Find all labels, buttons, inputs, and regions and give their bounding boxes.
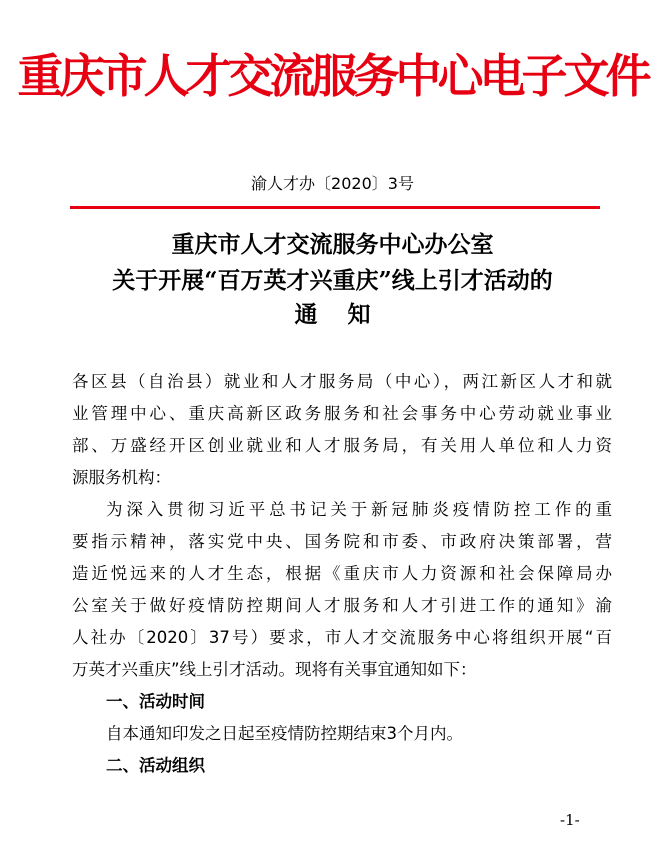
section-heading-activity-time: 一、活动时间 (106, 692, 205, 711)
section-heading-activity-organization: 二、活动组织 (106, 756, 205, 775)
paragraph-line: 人社办〔2020〕37号）要求，市人才交流服务中心将组织开展“百 (72, 628, 612, 647)
red-rule-divider (70, 206, 600, 209)
paragraph-line: 为深入贯彻习近平总书记关于新冠肺炎疫情防控工作的重 (106, 500, 612, 519)
addressee-line: 业管理中心、重庆高新区政务服务和社会事务中心劳动就业事业 (72, 404, 612, 423)
paragraph-line: 要指示精神，落实党中央、国务院和市委、市政府决策部署，营 (72, 532, 612, 551)
page-number: -1- (560, 811, 580, 829)
document-number: 渝人才办〔2020〕3号 (251, 174, 414, 193)
paragraph-line: 造近悦远来的人才生态，根据《重庆市人力资源和社会保障局办 (72, 564, 612, 583)
paragraph-line: 公室关于做好疫情防控期间人才服务和人才引进工作的通知》渝 (72, 596, 612, 615)
notice-title-line-2: 关于开展“百万英才兴重庆”线上引才活动的 (112, 267, 553, 294)
notice-title-line-1: 重庆市人才交流服务中心办公室 (171, 231, 494, 258)
addressee-line: 各区县（自治县）就业和人才服务局（中心），两江新区人才和就 (72, 372, 612, 391)
addressee-line: 部、万盛经开区创业就业和人才服务局，有关用人单位和人力资 (72, 436, 612, 455)
paragraph-line: 万英才兴重庆”线上引才活动。现将有关事宜通知如下： (72, 660, 477, 679)
addressee-line: 源服务机构： (72, 468, 171, 487)
notice-title-line-3: 通知 (294, 301, 401, 328)
masthead-title: 重庆市人才交流服务中心电子文件 (17, 49, 648, 103)
section-content-activity-time: 自本通知印发之日起至疫情防控期结束3个月内。 (106, 724, 463, 743)
